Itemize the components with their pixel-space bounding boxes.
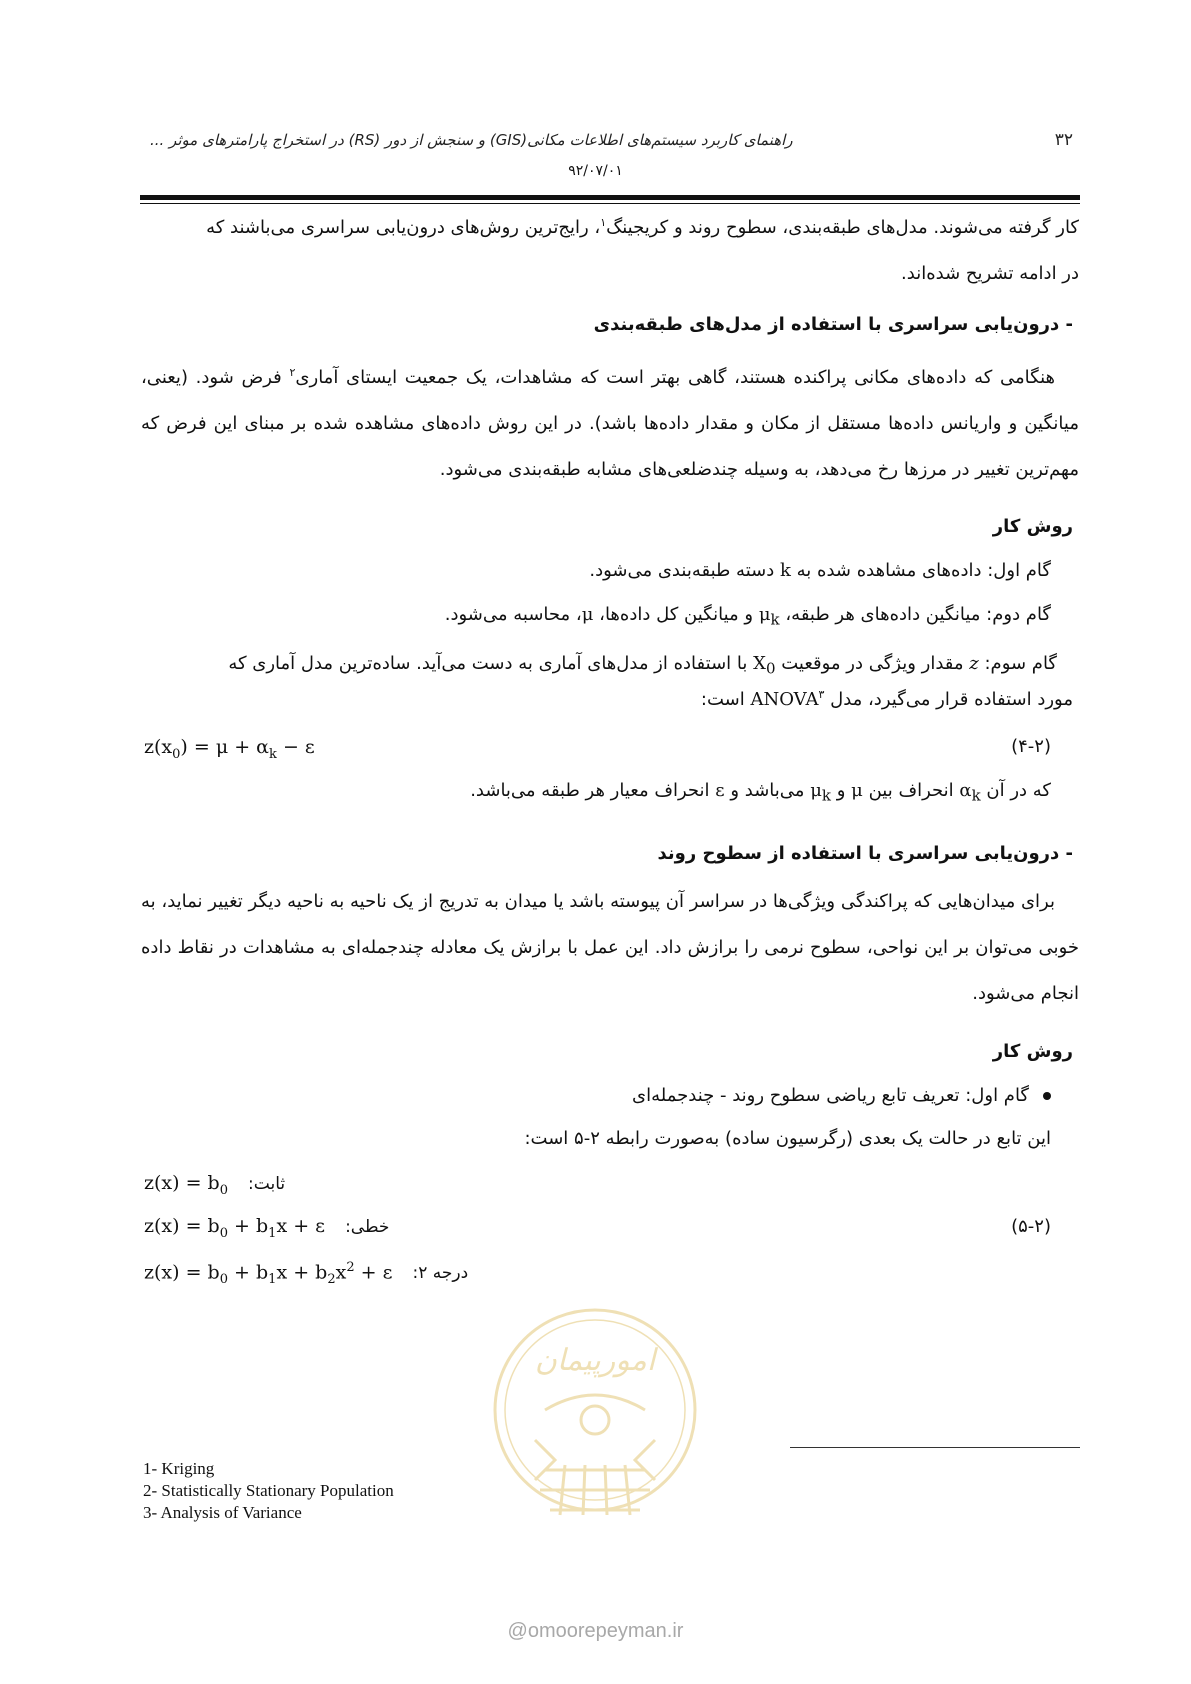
footnote-rule	[790, 1447, 1080, 1448]
watermark-url: @omoorepeyman.ir	[507, 1620, 684, 1642]
footnote-ref-2: ۲	[289, 366, 296, 379]
bullet-icon	[1043, 1092, 1051, 1100]
watermark-logo	[475, 1300, 715, 1580]
equation-constant: $z(x) = b_0$ ثابت:	[144, 1172, 286, 1198]
watermark-logo-text: امورپیمان	[534, 1343, 656, 1378]
classification-paragraph: هنگامی که داده‌های مکانی پراکنده هستند، گاهی بهتر است که مشاهدات، یک جمعیت ایستای آماری$^۲$ فرض شود. (یعنی، میانگین و واریانس داده‌ها مستقل از مکان و مقدار داده‌ها باشد). در این روش داده‌های مشاهده شده بر مبنای این فرض که مهم‌ترین تغییر در مرزها رخ می‌دهد، به وسیله چندضلعی‌های مشابه طبقه‌بندی می‌شود.	[141, 366, 1079, 480]
step-2: گام دوم: میانگین داده‌های هر طبقه، $\mu_k$ و میانگین کل داده‌ها، μ، محاسبه می‌شود.	[444, 604, 1051, 629]
running-header-title: راهنمای کاربرد سیستم‌های اطلاعات مکانی(GIS) و سنجش از دور (RS) در استخراج پارامترهای موثر ...	[150, 131, 793, 149]
equation-anova: $z(x_0) = \mu + \alpha_k - \varepsilon$	[144, 736, 315, 762]
function-intro: این تابع در حالت یک بعدی (رگرسیون ساده) به‌صورت رابطه ۲-۵ است:	[524, 1128, 1051, 1149]
equation-linear: $z(x) = b_0 + b_1x + \varepsilon$ خطی:	[144, 1215, 390, 1241]
equation-quadratic: $z(x) = b_0 + b_1x + b_2x^2 + \varepsilon$ درجه ۲:	[144, 1260, 469, 1288]
step-1: گام اول: داده‌های مشاهده شده به k دسته طبقه‌بندی می‌شود.	[589, 560, 1051, 581]
footnote-ref-1: ۱	[600, 216, 607, 229]
step-3: گام سوم: z مقدار ویژگی در موقعیت $X_0$ با استفاده از مدل‌های آماری به دست می‌آید. ساده‌ترین مدل آماری که	[228, 653, 1057, 678]
footnote-3: 3- Analysis of Variance	[143, 1503, 302, 1522]
equation-explanation: که در آن $\alpha_k$ انحراف بین μ و $\mu_k$ می‌باشد و ε انحراف معیار هر طبقه می‌باشد.	[470, 780, 1051, 805]
footnote-2: 2- Statistically Stationary Population	[143, 1481, 394, 1500]
intro-paragraph: کار گرفته می‌شوند. مدل‌های طبقه‌بندی، سطوح روند و کریجینگ$^۱$، رایج‌ترین روش‌های درون‌یابی سراسری می‌باشند که در ادامه تشریح شده‌اند.	[206, 216, 1079, 284]
page-number: ۳۲	[1054, 130, 1073, 150]
bullet-step-1: گام اول: تعریف تابع ریاضی سطوح روند - چندجمله‌ای	[632, 1085, 1051, 1106]
section-heading-classification: - درون‌یابی سراسری با استفاده از مدل‌های طبقه‌بندی	[593, 314, 1073, 335]
footnote-1: 1- Kriging	[143, 1459, 215, 1478]
header-date: ۹۲/۰۷/۰۱	[568, 163, 623, 179]
equation-number-5-2: (۵-۲)	[1011, 1216, 1051, 1237]
footnote-ref-3: ۳	[818, 688, 825, 701]
step-3-continued: مورد استفاده قرار می‌گیرد، مدل ANOVA$^۳$ است:	[700, 688, 1073, 710]
section-heading-trend-surfaces: - درون‌یابی سراسری با استفاده از سطوح روند	[657, 843, 1073, 864]
trend-surfaces-paragraph: برای میدان‌هایی که پراکندگی ویژگی‌ها در سراسر آن پیوسته باشد یا میدان به تدریج از یک ناحیه به ناحیه دیگر تغییر نماید، به خوبی می‌توان بر این نواحی، سطوح نرمی را برازش داد. این عمل با برازش یک معادله چندجمله‌ای به مشاهدات در نقاط داده انجام می‌شود.	[141, 891, 1079, 1004]
method-heading-1: روش کار	[992, 516, 1073, 537]
footnotes	[143, 1458, 394, 1524]
method-heading-2: روش کار	[992, 1041, 1073, 1062]
equation-number-4-2: (۴-۲)	[1011, 736, 1051, 757]
